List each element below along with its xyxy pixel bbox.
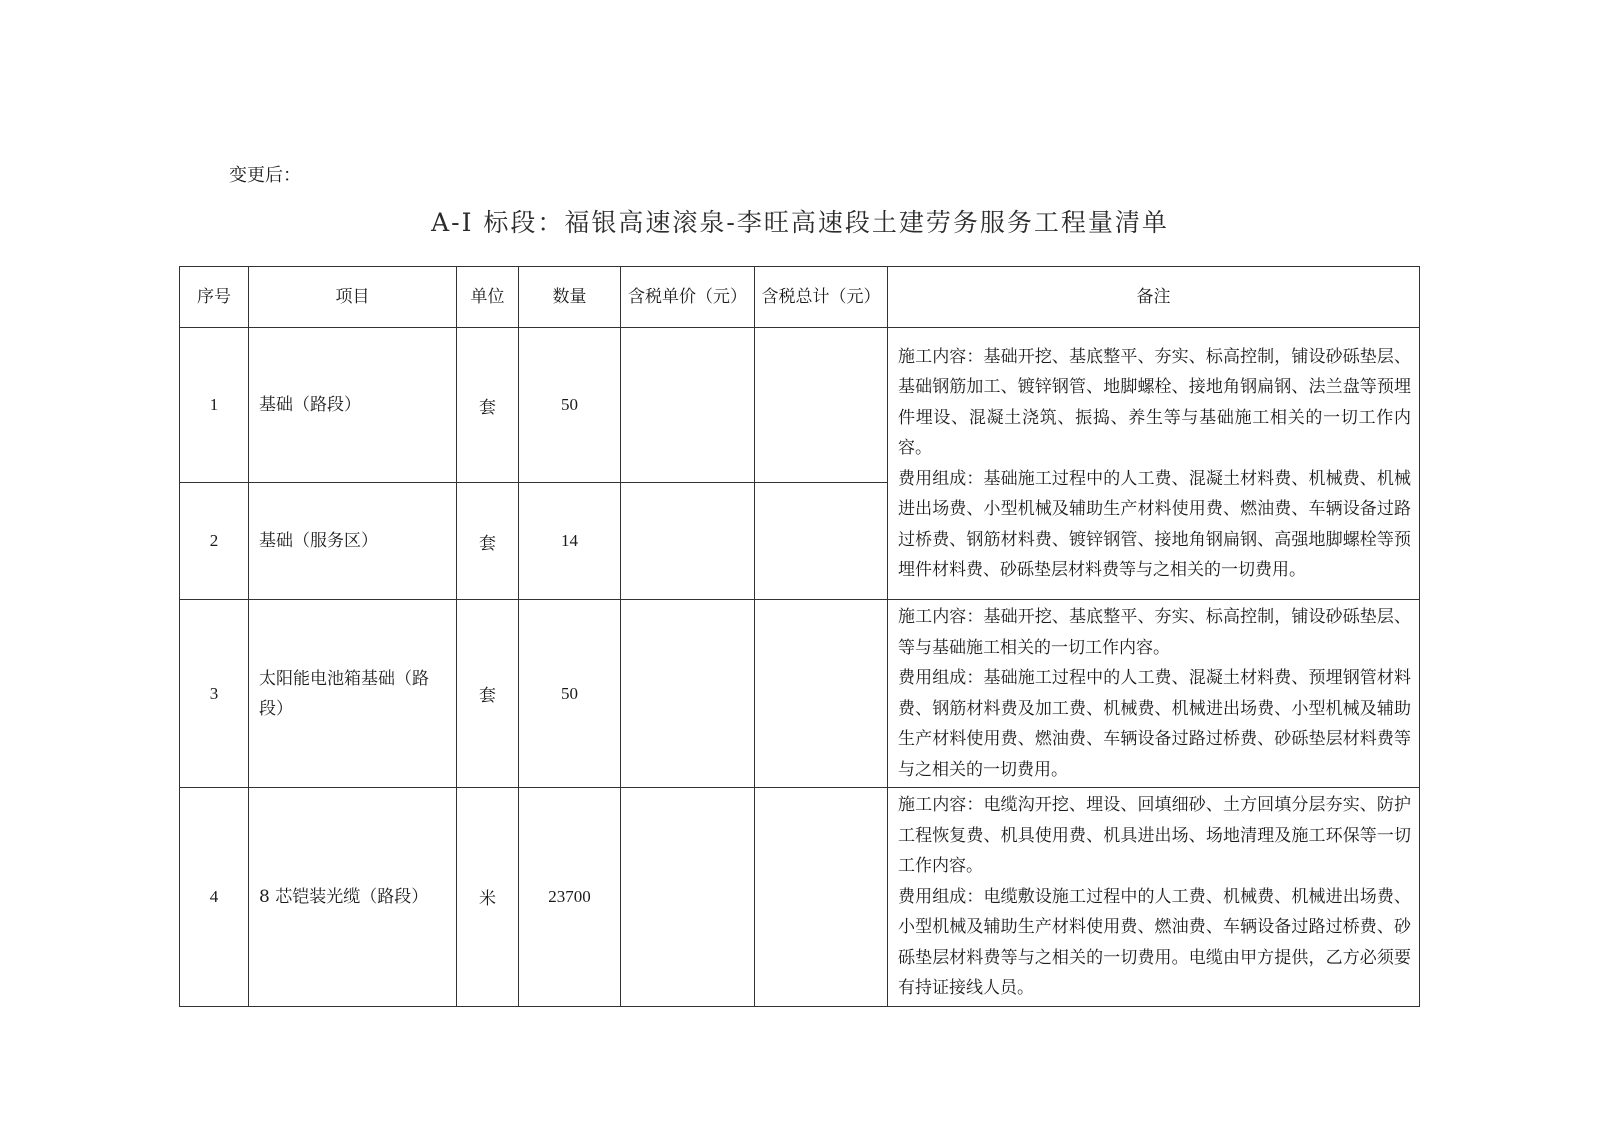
preamble-label: 变更后： [229,165,301,186]
cell-unit: 套 [457,600,519,788]
cell-seq: 1 [180,328,249,483]
cell-unit-price [621,788,755,1007]
remarks-cost-composition: 费用组成：基础施工过程中的人工费、混凝土材料费、预埋钢管材料费、钢筋材料费及加工费、机械费、机械进出场费、小型机械及辅助生产材料使用费、燃油费、车辆设备过路过桥费、砂砾垫层材料费等与之相关的一切费用。 [898,668,1411,780]
cell-item: 基础（路段） [249,328,457,483]
table-header-row [180,267,1420,328]
cell-seq: 3 [180,600,249,788]
remarks-cost-composition: 费用组成：电缆敷设施工过程中的人工费、机械费、机械进出场费、小型机械及辅助生产材料使用费、燃油费、车辆设备过路过桥费、砂砾垫层材料费等与之相关的一切费用。电缆由甲方提供，乙方必须要有持证接线人员。 [898,886,1411,998]
cell-unit-price [621,600,755,788]
cell-unit-price [621,328,755,483]
cell-seq: 4 [180,788,249,1007]
cell-qty: 14 [519,483,621,600]
header-qty: 数量 [519,267,621,328]
table-row [180,328,1420,483]
cell-unit: 套 [457,483,519,600]
cell-unit: 套 [457,328,519,483]
header-item: 项目 [249,267,457,328]
cell-remarks [888,600,1420,788]
cell-qty: 50 [519,600,621,788]
header-total: 含税总计（元） [755,267,888,328]
header-seq: 序号 [180,267,249,328]
table-row [180,788,1420,1007]
cell-total [755,483,888,600]
document-title: A-I 标段：福银高速滚泉-李旺高速段土建劳务服务工程量清单 [431,208,1169,237]
cell-total [755,788,888,1007]
cell-item: 8 芯铠装光缆（路段） [249,788,457,1007]
cell-unit-price [621,483,755,600]
cell-item: 基础（服务区） [249,483,457,600]
cell-item: 太阳能电池箱基础（路段） [249,600,457,788]
cell-total [755,600,888,788]
cell-qty: 50 [519,328,621,483]
cell-remarks [888,328,1420,600]
remarks-construction-content: 施工内容：电缆沟开挖、埋设、回填细砂、土方回填分层夯实、防护工程恢复费、机具使用费、机具进出场、场地清理及施工环保等一切工作内容。 [898,795,1411,876]
header-remarks: 备注 [888,267,1420,328]
header-unit: 单位 [457,267,519,328]
cell-total [755,328,888,483]
remarks-construction-content: 施工内容：基础开挖、基底整平、夯实、标高控制，铺设砂砾垫层、等与基础施工相关的一切工作内容。 [898,607,1411,658]
table-row [180,600,1420,788]
remarks-construction-content: 施工内容：基础开挖、基底整平、夯实、标高控制，铺设砂砾垫层、基础钢筋加工、镀锌钢管、地脚螺栓、接地角钢扁钢、法兰盘等预埋件埋设、混凝土浇筑、振捣、养生等与基础施工相关的一切工作内容。 [898,346,1411,458]
cell-qty: 23700 [519,788,621,1007]
cell-seq: 2 [180,483,249,600]
remarks-cost-composition: 费用组成：基础施工过程中的人工费、混凝土材料费、机械费、机械进出场费、小型机械及辅助生产材料使用费、燃油费、车辆设备过路过桥费、钢筋材料费、镀锌钢管、接地角钢扁钢、高强地脚螺栓等预埋件材料费、砂砾垫层材料费等与之相关的一切费用。 [898,468,1411,580]
cell-remarks [888,788,1420,1007]
bill-of-quantities-table [179,266,1420,1007]
header-unit-price: 含税单价（元） [621,267,755,328]
cell-unit: 米 [457,788,519,1007]
